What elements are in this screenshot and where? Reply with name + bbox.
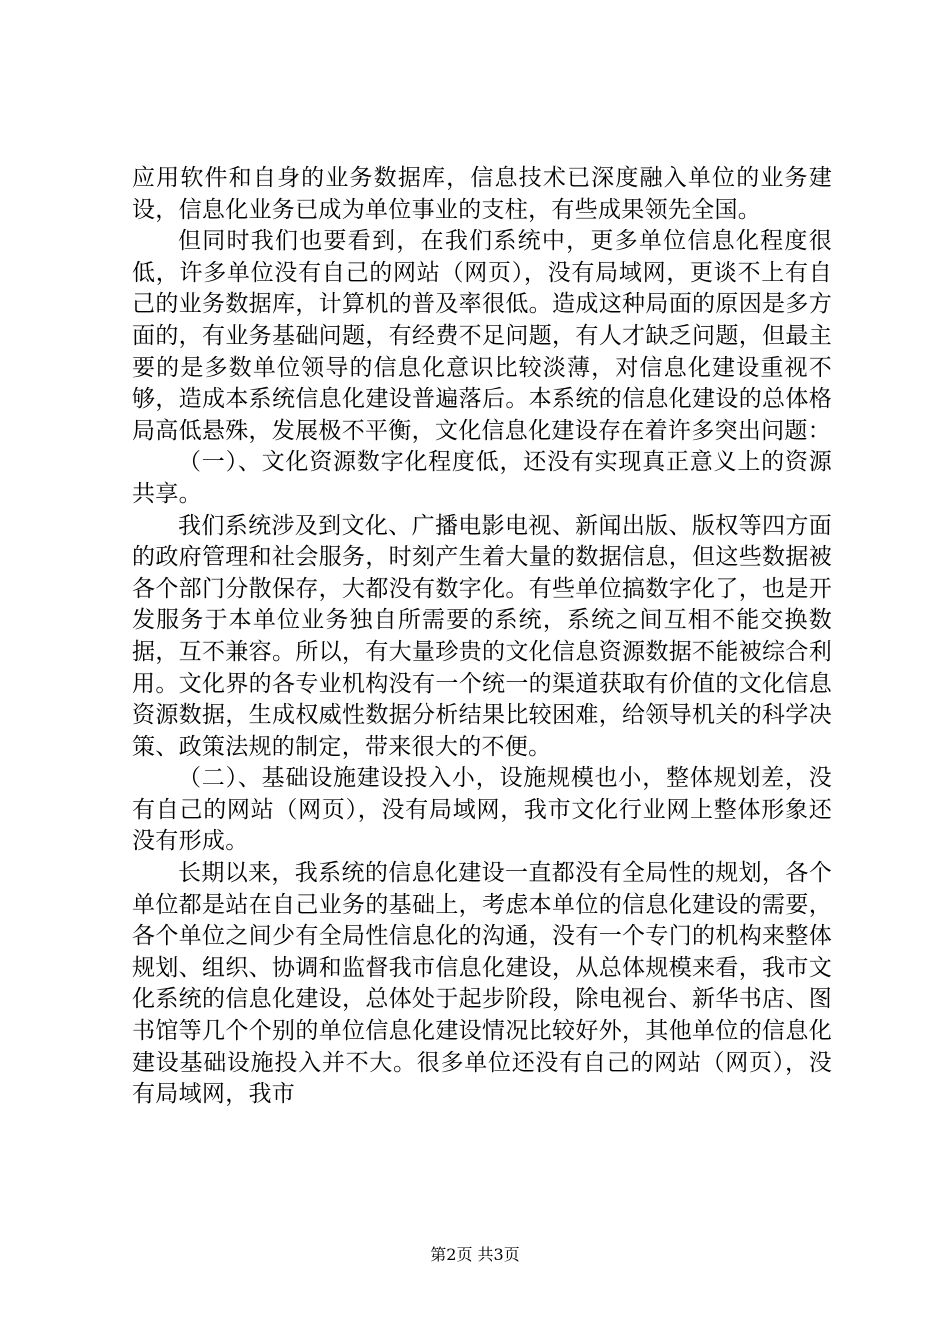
paragraph-problem-overview: 但同时我们也要看到，在我们系统中，更多单位信息化程度很低，许多单位没有自己的网站（网页），没有局域网，更谈不上有自己的业务数据库，计算机的普及率很低。造成这种局面的原因是多方面的，有业务基础问题，有经费不足问题，有人才缺乏问题，但最主要的是多数单位领导的信息化意识比较淡薄，对信息化建设重视不够，造成本系统信息化建设普遍落后。本系统的信息化建设的总体格局高低悬殊，发展极不平衡，文化信息化建设存在着许多突出问题： <box>132 228 832 444</box>
section-heading-2: （二）、基础设施建设投入小，设施规模也小，整体规划差，没有自己的网站（网页），没有局域网，我市文化行业网上整体形象还没有形成。 <box>132 765 832 855</box>
paragraph-infrastructure: 长期以来，我系统的信息化建设一直都没有全局性的规划，各个单位都是站在自己业务的基础上，考虑本单位的信息化建设的需要，各个单位之间少有全局性信息化的沟通，没有一个专门的机构来整体规划、组织、协调和监督我市信息化建设，从总体规模来看，我市文化系统的信息化建设，总体处于起步阶段，除电视台、新华书店、图书馆等几个个别的单位信息化建设情况比较好外，其他单位的信息化建设基础设施投入并不大。很多单位还没有自己的网站（网页），没有局域网，我市 <box>132 860 832 1108</box>
paragraph-continuation: 应用软件和自身的业务数据库，信息技术已深度融入单位的业务建设，信息化业务已成为单位事业的支柱，有些成果领先全国。 <box>132 165 832 223</box>
page-number-footer: 第2页 共3页 <box>430 1245 520 1264</box>
section-heading-1: （一）、文化资源数字化程度低，还没有实现真正意义上的资源共享。 <box>132 449 832 507</box>
document-body <box>132 163 832 1111</box>
paragraph-data-resources: 我们系统涉及到文化、广播电影电视、新闻出版、版权等四方面的政府管理和社会服务，时刻产生着大量的数据信息，但这些数据被各个部门分散保存，大都没有数字化。有些单位搞数字化了，也是开发服务于本单位业务独自所需要的系统，系统之间互相不能交换数据，互不兼容。所以，有大量珍贵的文化信息资源数据不能被综合利用。文化界的各专业机构没有一个统一的渠道获取有价值的文化信息资源数据，生成权威性数据分析结果比较困难，给领导机关的科学决策、政策法规的制定，带来很大的不便。 <box>132 512 832 760</box>
